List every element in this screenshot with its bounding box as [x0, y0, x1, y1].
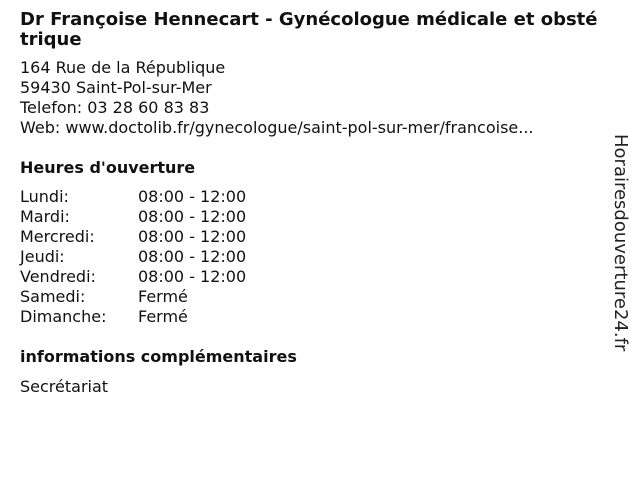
day-label: Mercredi: [20, 227, 95, 246]
address-block [20, 58, 600, 138]
day-label: Lundi: [20, 187, 69, 206]
hours-row-friday [20, 267, 600, 287]
day-label: Mardi: [20, 207, 70, 226]
hours-row-thursday [20, 247, 600, 267]
street-address: 164 Rue de la République [20, 58, 226, 77]
hours-table [20, 187, 600, 327]
page-title: Dr Françoise Hennecart - Gynécologue médicale et obstétrique [20, 9, 598, 50]
day-hours: 08:00 - 12:00 [138, 187, 247, 206]
phone-number: Telefon: 03 28 60 83 83 [20, 98, 210, 117]
day-hours: Fermé [138, 287, 188, 306]
info-heading: informations complémentaires [20, 347, 297, 366]
hours-row-sunday [20, 307, 600, 327]
day-hours: 08:00 - 12:00 [138, 207, 247, 226]
day-label: Jeudi: [20, 247, 65, 266]
business-card [20, 10, 600, 397]
hours-row-monday [20, 187, 600, 207]
website-link[interactable]: Web: www.doctolib.fr/gynecologue/saint-pol-sur-mer/francoise... [20, 118, 534, 137]
day-hours: 08:00 - 12:00 [138, 227, 247, 246]
hours-row-saturday [20, 287, 600, 307]
day-label: Dimanche: [20, 307, 107, 326]
site-watermark: Horairesdouverture24.fr [610, 134, 631, 352]
hours-row-wednesday [20, 227, 600, 247]
city-address: 59430 Saint-Pol-sur-Mer [20, 78, 212, 97]
day-hours: Fermé [138, 307, 188, 326]
info-text: Secrétariat [20, 377, 109, 396]
day-hours: 08:00 - 12:00 [138, 267, 247, 286]
day-label: Vendredi: [20, 267, 96, 286]
hours-row-tuesday [20, 207, 600, 227]
day-hours: 08:00 - 12:00 [138, 247, 247, 266]
hours-heading: Heures d'ouverture [20, 158, 196, 177]
day-label: Samedi: [20, 287, 86, 306]
